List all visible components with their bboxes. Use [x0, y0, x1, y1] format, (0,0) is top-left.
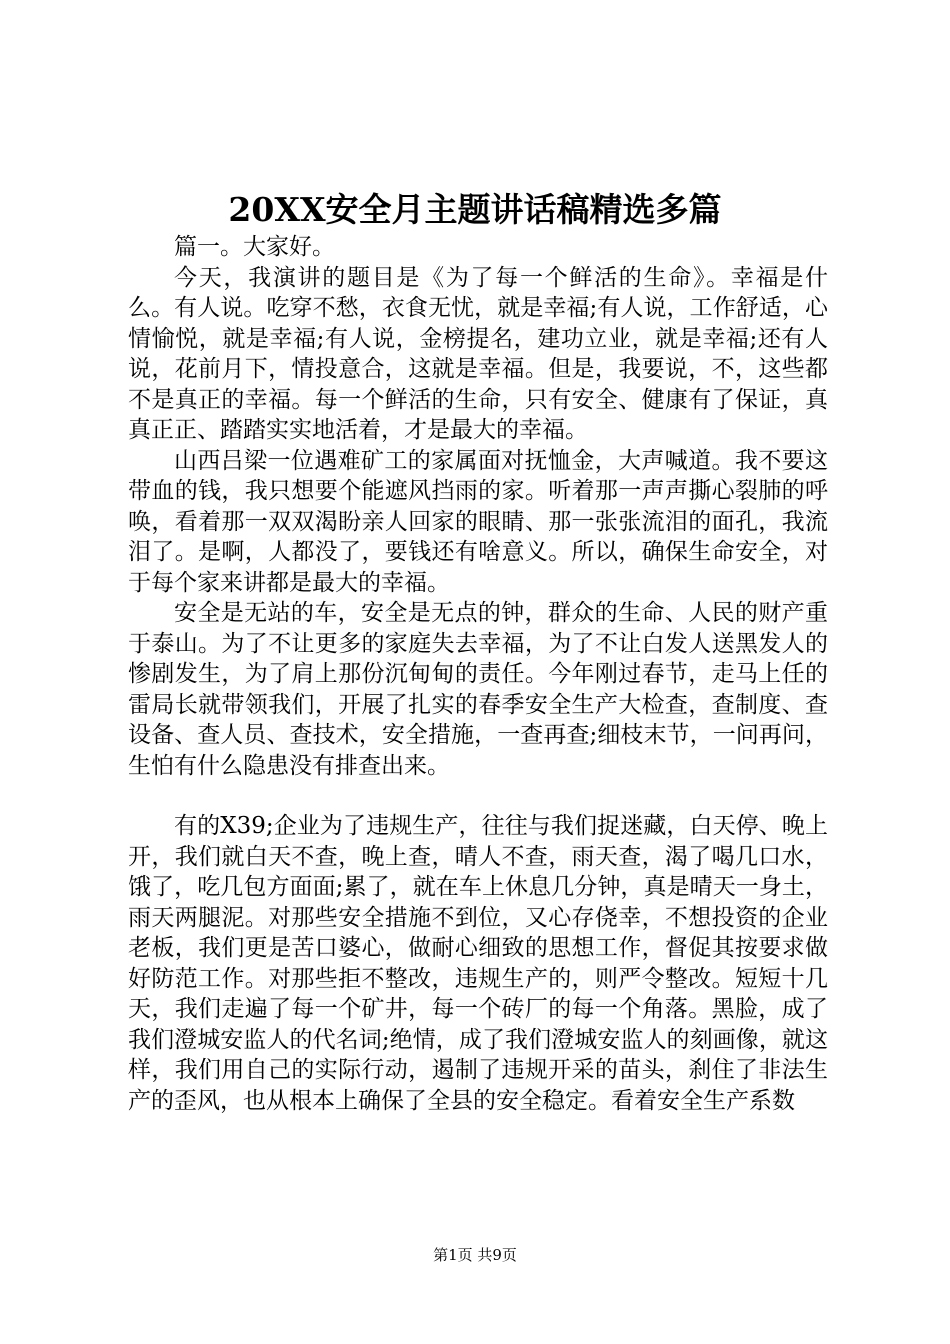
paragraph-happiness: 今天，我演讲的题目是《为了每一个鲜活的生命》。幸福是什么。有人说。吃穿不愁，衣食无忧，就是幸福;有人说，工作舒适，心情愉悦，就是幸福;有人说，金榜提名，建功立业，就是幸福;还有人说，花前月下，情投意合，这就是幸福。但是，我要说，不，这些都不是真正的幸福。每一个鲜活的生命，只有安全、健康有了保证，真真正正、踏踏实实地活着，才是最大的幸福。 — [128, 264, 828, 443]
document-body — [128, 232, 828, 1116]
paragraph-safety-inspection: 安全是无站的车，安全是无点的钟，群众的生命、人民的财产重于泰山。为了不让更多的家庭失去幸福，为了不让白发人送黑发人的惨剧发生，为了肩上那份沉甸甸的责任。今年刚过春节，走马上任的雷局长就带领我们，开展了扎实的春季安全生产大检查，查制度、查设备、查人员、查技术，安全措施，一查再查;细枝末节，一问再问，生怕有什么隐患没有排查出来。 — [128, 600, 828, 779]
paragraph-greeting: 篇一。大家好。 — [174, 234, 335, 260]
paragraph-enforcement: 有的X39;企业为了违规生产，往往与我们捉迷藏，白天停、晚上开，我们就白天不查，晚上查，晴人不查，雨天查，渴了喝几口水，饿了，吃几包方面面;累了，就在车上休息几分钟，真是晴天一身土，雨天两腿泥。对那些安全措施不到位，又心存侥幸，不想投资的企业老板，我们更是苦口婆心，做耐心细致的思想工作，督促其按要求做好防范工作。对那些拒不整改，违规生产的，则严令整改。短短十几天，我们走遍了每一个矿井，每一个砖厂的每一个角落。黑脸，成了我们澄城安监人的代名词;绝情，成了我们澄城安监人的刻画像，就这样，我们用自己的实际行动，遏制了违规开采的苗头，刹住了非法生产的歪风，也从根本上确保了全县的安全稳定。看着安全生产系数 — [128, 813, 828, 1114]
paragraph-miner-family: 山西吕梁一位遇难矿工的家属面对抚恤金，大声喊道。我不要这带血的钱，我只想要个能遮风挡雨的家。听着那一声声撕心裂肺的呼唤，看着那一双双渴盼亲人回家的眼睛、那一张张流泪的面孔，我流泪了。是啊，人都没了，要钱还有啥意义。所以，确保生命安全，对于每个家来讲都是最大的幸福。 — [128, 447, 828, 596]
document-title: 20XX安全月主题讲话稿精选多篇 — [228, 190, 722, 229]
page-footer: 第1页 共9页 — [433, 1246, 517, 1264]
